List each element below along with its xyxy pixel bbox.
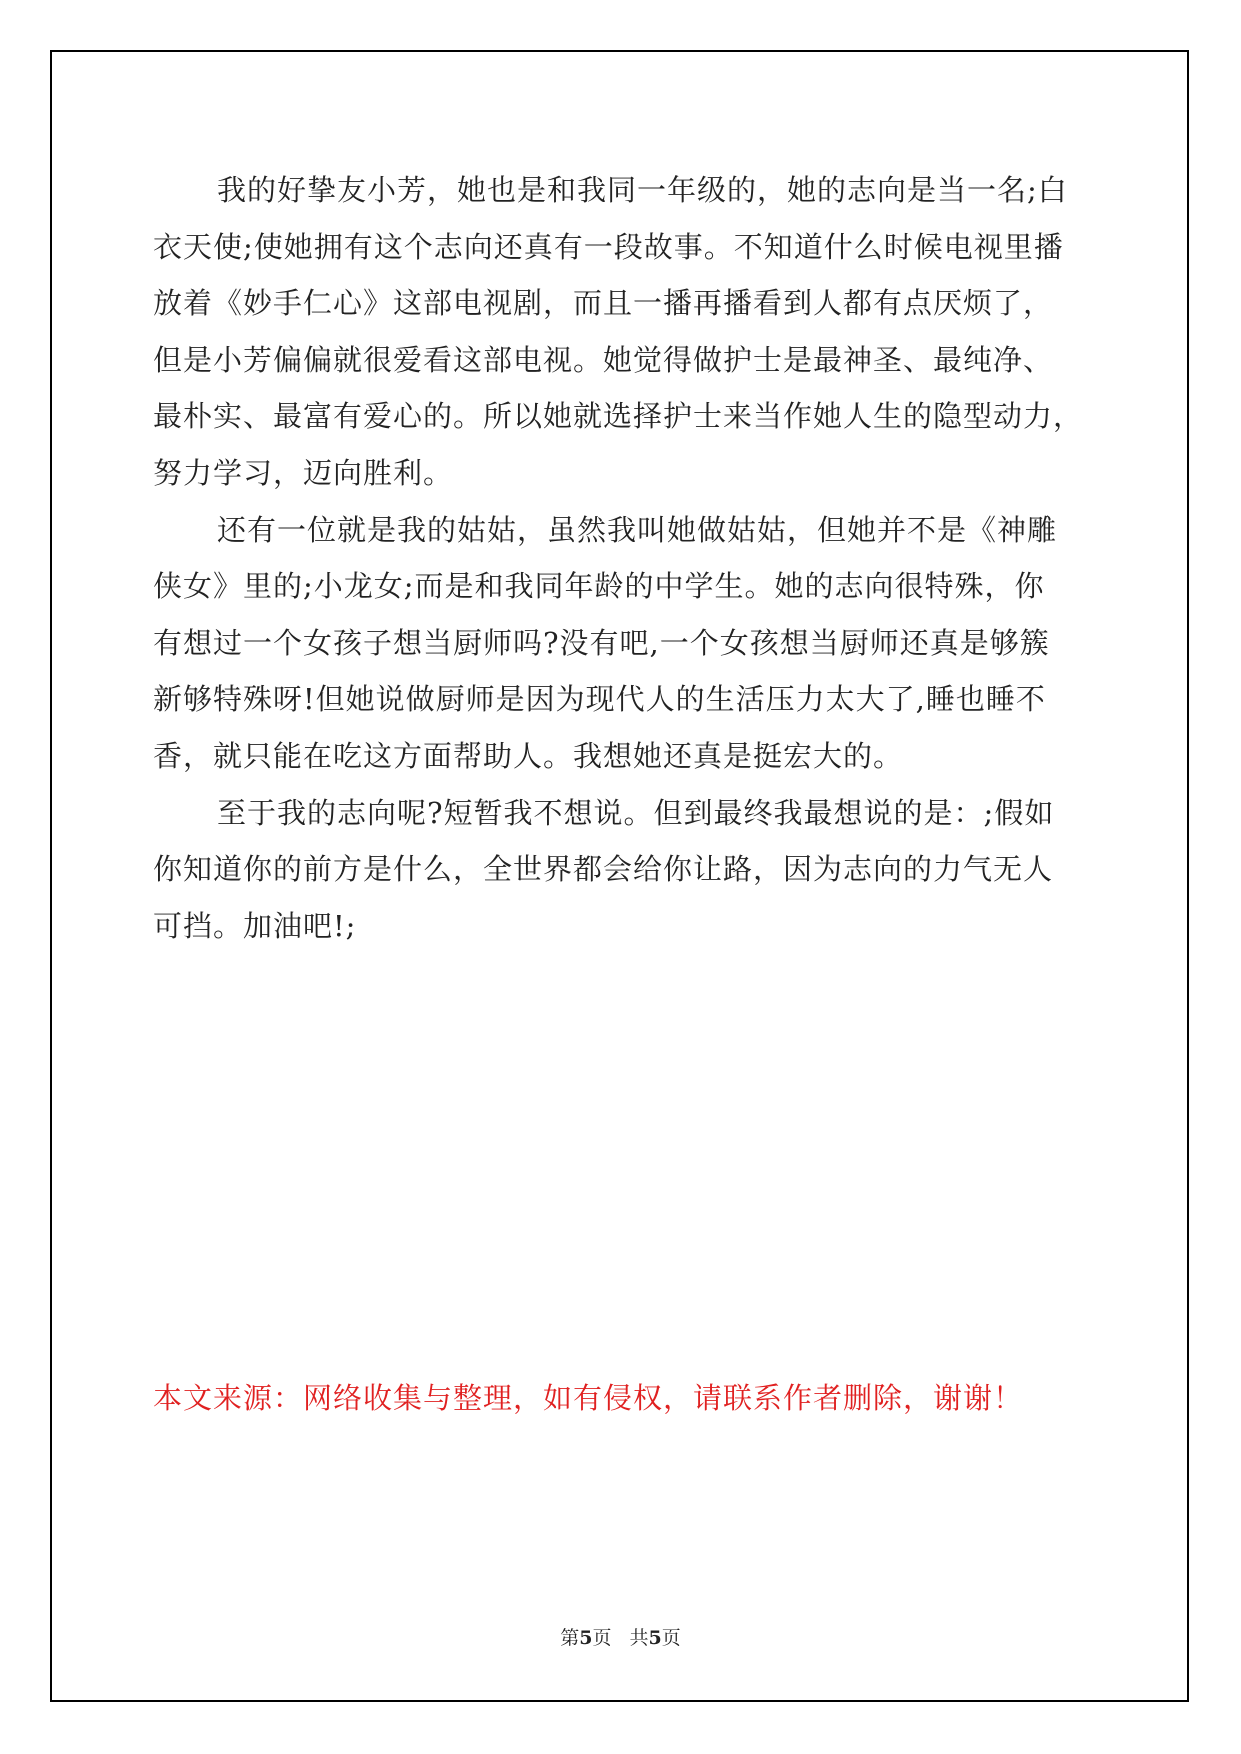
page-footer	[0, 1626, 1241, 1650]
total-suffix: 页	[661, 1627, 681, 1649]
paragraph-1-line-1: 我的好挚友小芳，她也是和我同一年级的，她的志向是当一名;白	[217, 173, 1068, 207]
total-prefix: 共	[629, 1627, 649, 1649]
paragraph-1-line-2: 衣天使;使她拥有这个志向还真有一段故事。不知道什么时候电视里播	[153, 230, 1064, 264]
source-note: 本文来源：网络收集与整理，如有侵权，请联系作者删除，谢谢！	[153, 1381, 1024, 1415]
paragraph-2-line-2: 侠女》里的;小龙女;而是和我同年龄的中学生。她的志向很特殊，你	[153, 569, 1045, 603]
paragraph-2-line-1: 还有一位就是我的姑姑，虽然我叫她做姑姑，但她并不是《神雕	[217, 513, 1058, 547]
paragraph-1-line-6: 努力学习，迈向胜利。	[153, 456, 454, 490]
paragraph-2-line-4: 新够特殊呀!但她说做厨师是因为现代人的生活压力太大了,睡也睡不	[153, 682, 1046, 716]
paragraph-2-line-3: 有想过一个女孩子想当厨师吗?没有吧,一个女孩想当厨师还真是够簇	[153, 626, 1050, 660]
paragraph-3-line-2: 你知道你的前方是什么，全世界都会给你让路，因为志向的力气无人	[153, 852, 1054, 886]
paragraph-1-line-3: 放着《妙手仁心》这部电视剧，而且一播再播看到人都有点厌烦了，	[153, 286, 1054, 320]
page-current: 5	[579, 1627, 593, 1649]
page-total: 5	[648, 1627, 662, 1649]
paragraph-2-line-5: 香，就只能在吃这方面帮助人。我想她还真是挺宏大的。	[153, 739, 904, 773]
paragraph-1-line-5: 最朴实、最富有爱心的。所以她就选择护士来当作她人生的隐型动力，	[153, 399, 1084, 433]
paragraph-3-line-3: 可挡。加油吧!;	[153, 909, 357, 943]
page-suffix: 页	[592, 1627, 612, 1649]
page-prefix: 第	[560, 1627, 580, 1649]
paragraph-1-line-4: 但是小芳偏偏就很爱看这部电视。她觉得做护士是最神圣、最纯净、	[153, 343, 1054, 377]
paragraph-3-line-1: 至于我的志向呢?短暂我不想说。但到最终我最想说的是：;假如	[217, 796, 1055, 830]
